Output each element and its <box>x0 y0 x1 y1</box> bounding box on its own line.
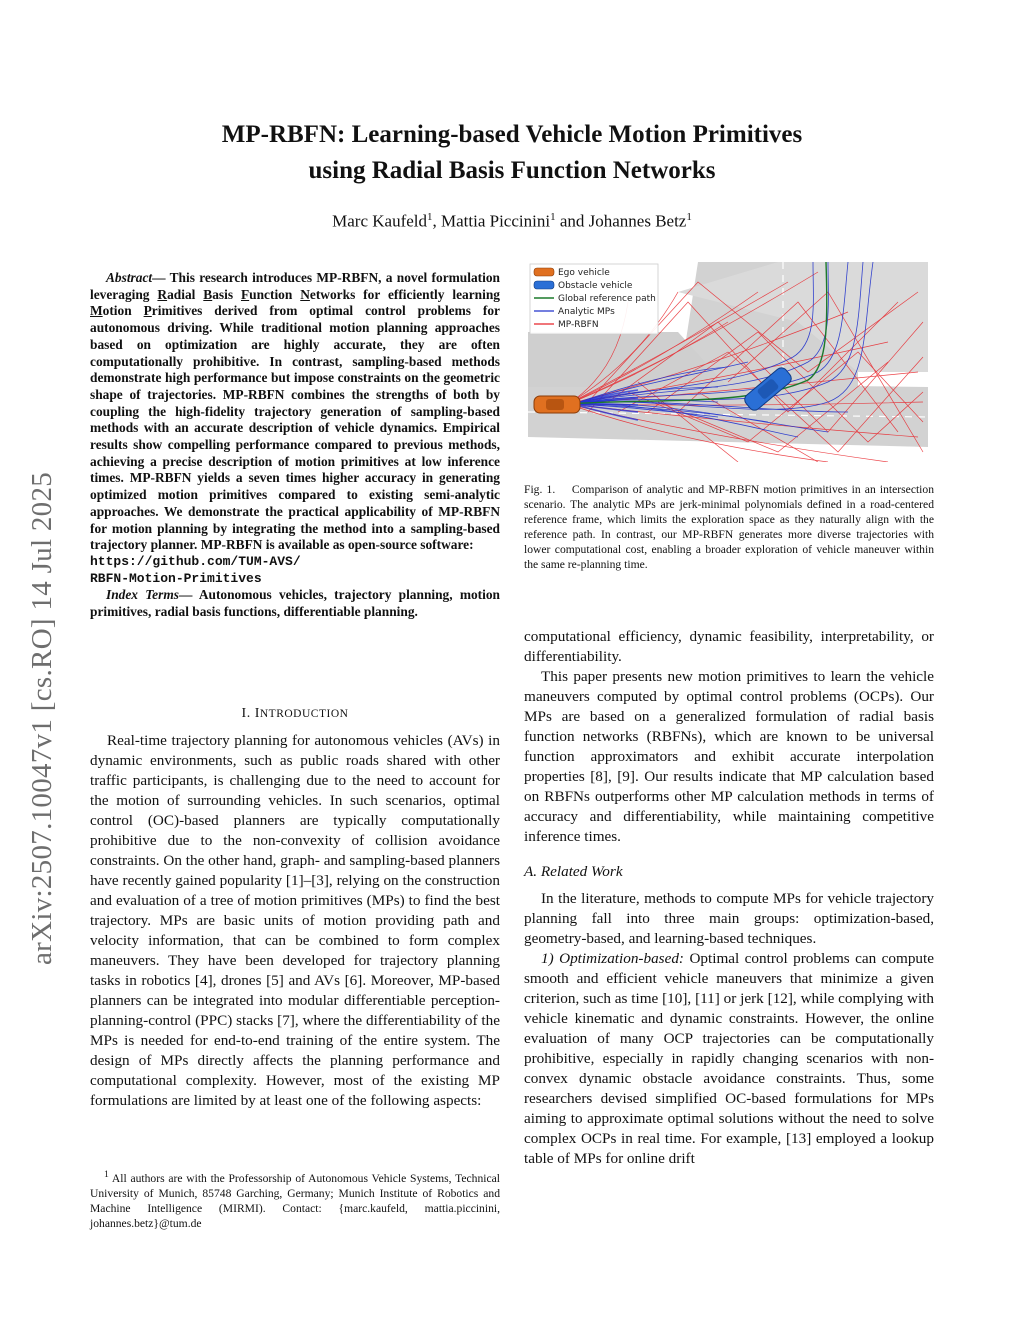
affiliation-mark: 1 <box>427 211 433 223</box>
index-terms-dash: — <box>178 587 199 603</box>
affiliation-footnote <box>90 1167 500 1231</box>
footnote-text: All authors are with the Professorship of Autonomous Vehicle Systems, Technical University of Munich, 85748 Garching, Germany; Munich Institute of Robotics and Machine Intelligence (MIRMI). Contact: {marc.kaufeld, mattia.piccinini, johannes.betz}@tum.de <box>90 1171 500 1230</box>
introduction-body <box>90 731 500 1111</box>
legend-label-analytic: Analytic MPs <box>558 307 615 317</box>
caption-label: Fig. 1. <box>524 483 556 496</box>
underlined-letter: M <box>90 303 103 319</box>
abstract-text: adial <box>167 286 204 302</box>
github-link-line-1[interactable]: https://github.com/TUM-AVS/ <box>90 553 301 569</box>
abstract-text: This research introduces MP-RBFN, a novel formulation leveraging <box>90 270 500 302</box>
author-list <box>110 211 914 232</box>
legend-label-rbfn: MP-RBFN <box>558 320 599 330</box>
abstract-text: otion <box>102 303 144 319</box>
abstract-paragraph <box>90 270 500 587</box>
abstract-lead: Abstract <box>106 270 153 285</box>
abstract-dash: — <box>152 270 170 285</box>
ego-vehicle <box>534 396 580 413</box>
underlined-letter: P <box>143 303 152 319</box>
underlined-letter: R <box>157 286 168 302</box>
subsection-related-work: A. Related Work <box>524 863 623 880</box>
underlined-letter: B <box>203 286 213 302</box>
optimization-paragraph <box>524 949 934 1169</box>
author-3: Johannes Betz <box>588 211 687 231</box>
contribution-paragraph: This paper presents new motion primitives to learn the vehicle maneuvers computed by optimal control problems (OCPs). Our MPs are based on a generalized formulation of radial basis function networks (RBFNs), which are known to be universal function approximators and exhibit accurate interpolation properties [8], [9]. Our results indicate that MP calculation based on RBFNs outperforms other MP calculation methods in terms of accuracy and differentiability, while maintaining competitive inference times. <box>524 668 934 845</box>
abstract-text: asis <box>212 286 241 302</box>
abstract <box>90 270 500 621</box>
intro-paragraph: Real-time trajectory planning for autonomous vehicles (AVs) in dynamic environments, such as public roads shared with other traffic participants, is challenging due to the need to account for the motion of surrounding vehicles. In such scenarios, optimal control (OC)-based planners are typically computationally prohibitive due to the non-convexity of collision avoidance constraints. On the other hand, graph- and sampling-based planners have recently gained popularity [1]–[3], relying on the construction and evaluation of a tree of motion primitives (MPs) to find the best trajectory. MPs are basic units of motion providing path and velocity information, that can be combined to form complex maneuvers. They have been developed for trajectory planning tasks in robotics [4], drones [5] and AVs [6]. Moreover, MP-based planners can be integrated into modular differentiable perception-planning-control (PPC) stacks [7], where the differentiability of the MPs is needed for end-to-end training of the entire system. The design of MPs directly affects the planning performance and computational complexity. However, most of the existing MP formulations are limited by at least one of the following aspects: <box>90 732 500 1109</box>
index-terms <box>90 587 500 620</box>
title-line-1: MP-RBFN: Learning-based Vehicle Motion Primitives <box>221 121 803 148</box>
section-heading-introduction <box>90 706 500 722</box>
legend-obstacle-swatch <box>534 281 554 289</box>
abstract-text: rimitives derived from optimal control problems for autonomous driving. While traditional motion planning approaches based on optimization are highly accurate, they are often computationally prohibitive. In contrast, sampling-based methods demonstrate high performance but impose constraints on the geometric shape of trajectories. MP-RBFN combines the strengths of both by coupling the high-fidelity trajectory generation of sampling-based methods with an accurate description of vehicle dynamics. Empirical results show compelling performance compared to previous methods, achieving a precise description of motion primitives at low inference times. MP-RBFN yields a seven times higher accuracy in generating optimized motion primitives compared to existing semi-analytic approaches. We demonstrate the practical applicability of MP-RBFN for motion planning by integrating the method into a sampling-based trajectory planner. MP-RBFN is available as open-source software: <box>90 303 501 553</box>
footnote-mark: 1 <box>104 1169 109 1180</box>
caption-text: Comparison of analytic and MP-RBFN motion primitives in an intersection scenario. The analytic MPs are jerk-minimal polynomials defined in a road-centered reference frame, which limits the exploration space as they naturally align with the reference path. In contrast, our MP-RBFN generates more diverse trajectories with lower computational cost, enabling a broader exploration of vehicle maneuver within the same re-planning time. <box>524 483 934 571</box>
github-link-line-2[interactable]: RBFN-Motion-Primitives <box>90 570 262 586</box>
abstract-text: etworks for efficiently learning <box>309 286 500 302</box>
underlined-letter: N <box>300 286 310 302</box>
author-2: Mattia Piccinini <box>441 211 551 231</box>
figure-legend <box>530 264 658 334</box>
legend-label-obstacle: Obstacle vehicle <box>558 281 633 291</box>
right-column-body <box>524 627 934 1169</box>
affiliation-mark: 1 <box>550 211 556 223</box>
author-separator: and <box>555 211 589 231</box>
author-1: Marc Kaufeld <box>332 211 427 231</box>
figure-1-svg <box>528 262 928 462</box>
continued-paragraph: computational efficiency, dynamic feasibility, interpretability, or differentiability. <box>524 628 934 665</box>
paper-title <box>110 117 914 189</box>
section-number: I. I <box>241 706 260 721</box>
related-work-paragraph: In the literature, methods to compute MPs for vehicle trajectory planning fall into three main groups: optimization-based, geometry-based, and learning-based techniques. <box>524 890 934 947</box>
optimization-heading: 1) Optimization-based: <box>541 950 684 967</box>
abstract-text: unction <box>249 286 301 302</box>
legend-ego-swatch <box>534 268 554 276</box>
arxiv-identifier-text: arXiv:2507.10047v1 [cs.RO] 14 Jul 2025 <box>26 471 58 965</box>
author-separator: , <box>432 211 441 231</box>
index-terms-lead: Index Terms <box>106 587 179 603</box>
index-terms-text: Autonomous vehicles, trajectory planning, motion primitives, radial basis functions, differentiable planning. <box>90 587 500 620</box>
legend-label-ego: Ego vehicle <box>558 268 610 278</box>
figure-1-intersection-plot <box>528 262 928 462</box>
figure-1-caption <box>524 482 934 572</box>
section-title: NTRODUCTION <box>259 708 349 720</box>
ego-vehicle-roof <box>546 399 564 410</box>
optimization-text: Optimal control problems can compute smooth and efficient vehicle maneuvers that minimize a given criterion, such as time [10], [11] or jerk [12], while complying with vehicle kinematic and dynamic constraints. However, the online evaluation of many OCP trajectories can be computationally prohibitive, especially in rapidly changing scenarios with non-convex dynamic obstacle avoidance constraints. Thus, some researchers devised simplified OC-based formulations for MPs aiming to approximate optimal solutions without the need to solve complex OCPs in real time. For example, [13] employed a lookup table of MPs for online drift <box>524 950 934 1167</box>
legend-label-reference: Global reference path <box>558 294 656 304</box>
affiliation-mark: 1 <box>686 211 692 223</box>
title-line-2: using Radial Basis Function Networks <box>308 157 716 184</box>
underlined-letter: F <box>240 286 250 302</box>
